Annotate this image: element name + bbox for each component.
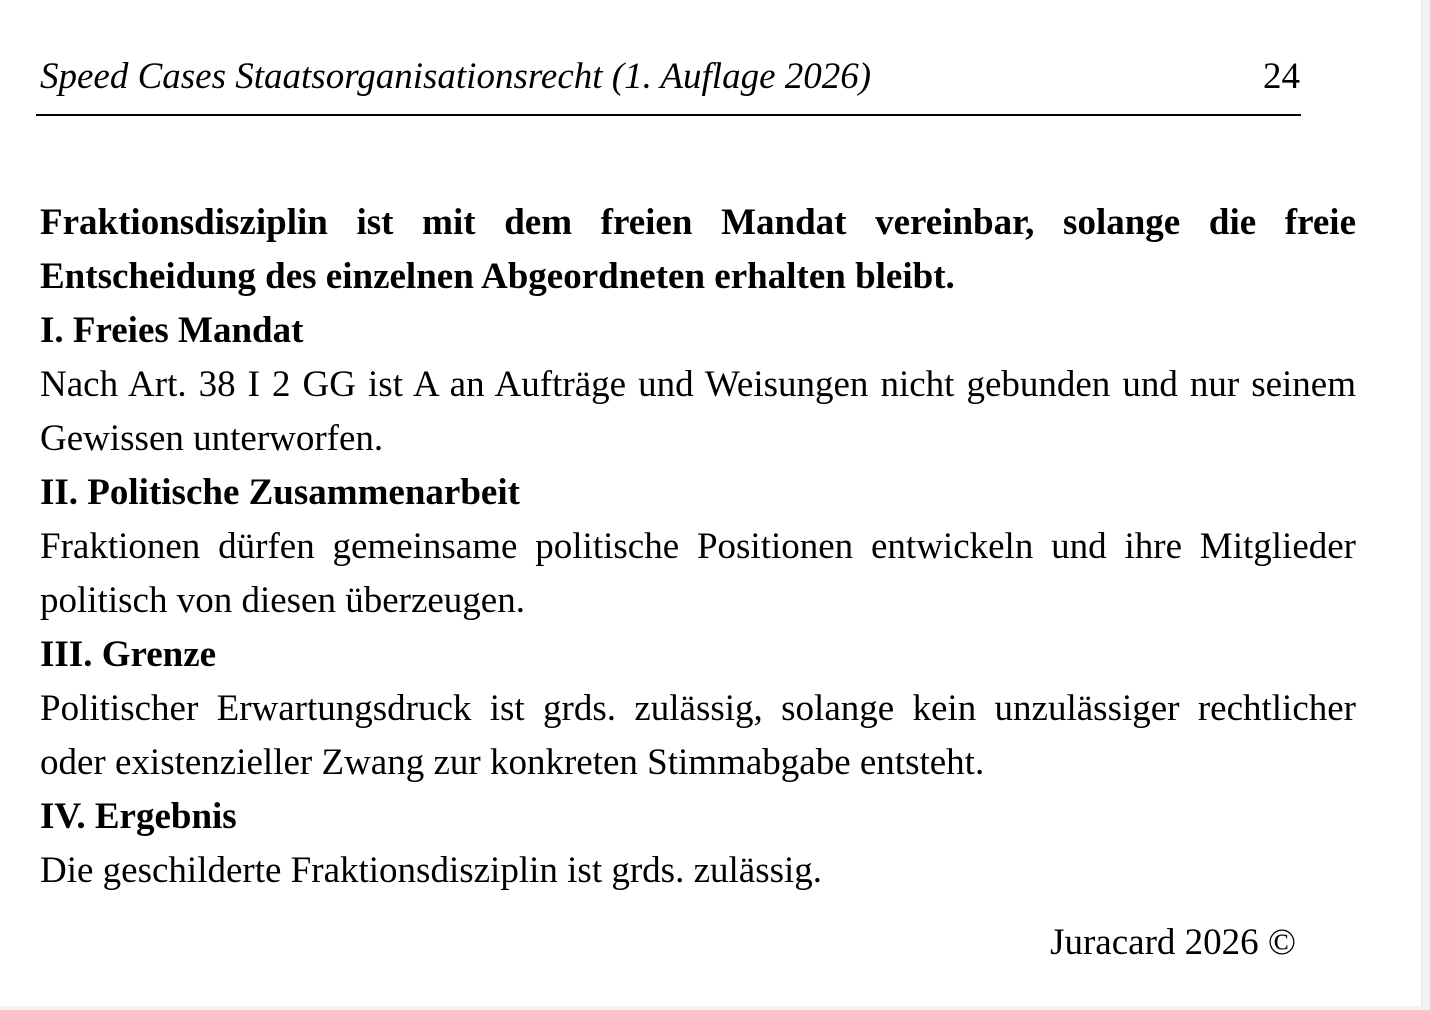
section-text: Fraktionen dürfen gemeinsame politische Positionen entwickeln und ihre Mitglieder politisch von diesen überzeugen.: [40, 526, 1356, 621]
running-header: [40, 52, 1300, 102]
section-heading: II. Politische Zusammenarbeit: [40, 472, 520, 513]
section-freies-mandat: [40, 304, 1356, 466]
section-text: Politischer Erwartungsdruck ist grds. zulässig, solange kein unzulässiger rechtlicher oder existenzieller Zwang zur konkreten Stimmabgabe entsteht.: [40, 688, 1356, 783]
section-ergebnis: [40, 790, 1356, 898]
section-text: Nach Art. 38 I 2 GG ist A an Aufträge und Weisungen nicht gebunden und nur seinem Gewissen unterworfen.: [40, 364, 1356, 459]
page-bottom-edge: [0, 1006, 1422, 1010]
section-grenze: [40, 628, 1356, 790]
section-heading: I. Freies Mandat: [40, 310, 304, 351]
section-text: Die geschilderte Fraktionsdisziplin ist grds. zulässig.: [40, 850, 823, 891]
thesis-statement: Fraktionsdisziplin ist mit dem freien Mandat vereinbar, solange die freie Entscheidung des einzelnen Abgeordneten erhalten bleibt.: [40, 202, 1356, 297]
section-heading: III. Grenze: [40, 634, 217, 675]
header-rule: [36, 114, 1301, 116]
copyright-notice: Juracard 2026 ©: [1050, 922, 1296, 963]
page-number: 24: [1263, 56, 1300, 97]
section-heading: IV. Ergebnis: [40, 796, 237, 837]
page-content: [40, 196, 1356, 898]
page-edge: [1421, 0, 1430, 1010]
section-politische-zusammenarbeit: [40, 466, 1356, 628]
header-title: Speed Cases Staatsorganisationsrecht (1. Auflage 2026): [40, 56, 872, 97]
